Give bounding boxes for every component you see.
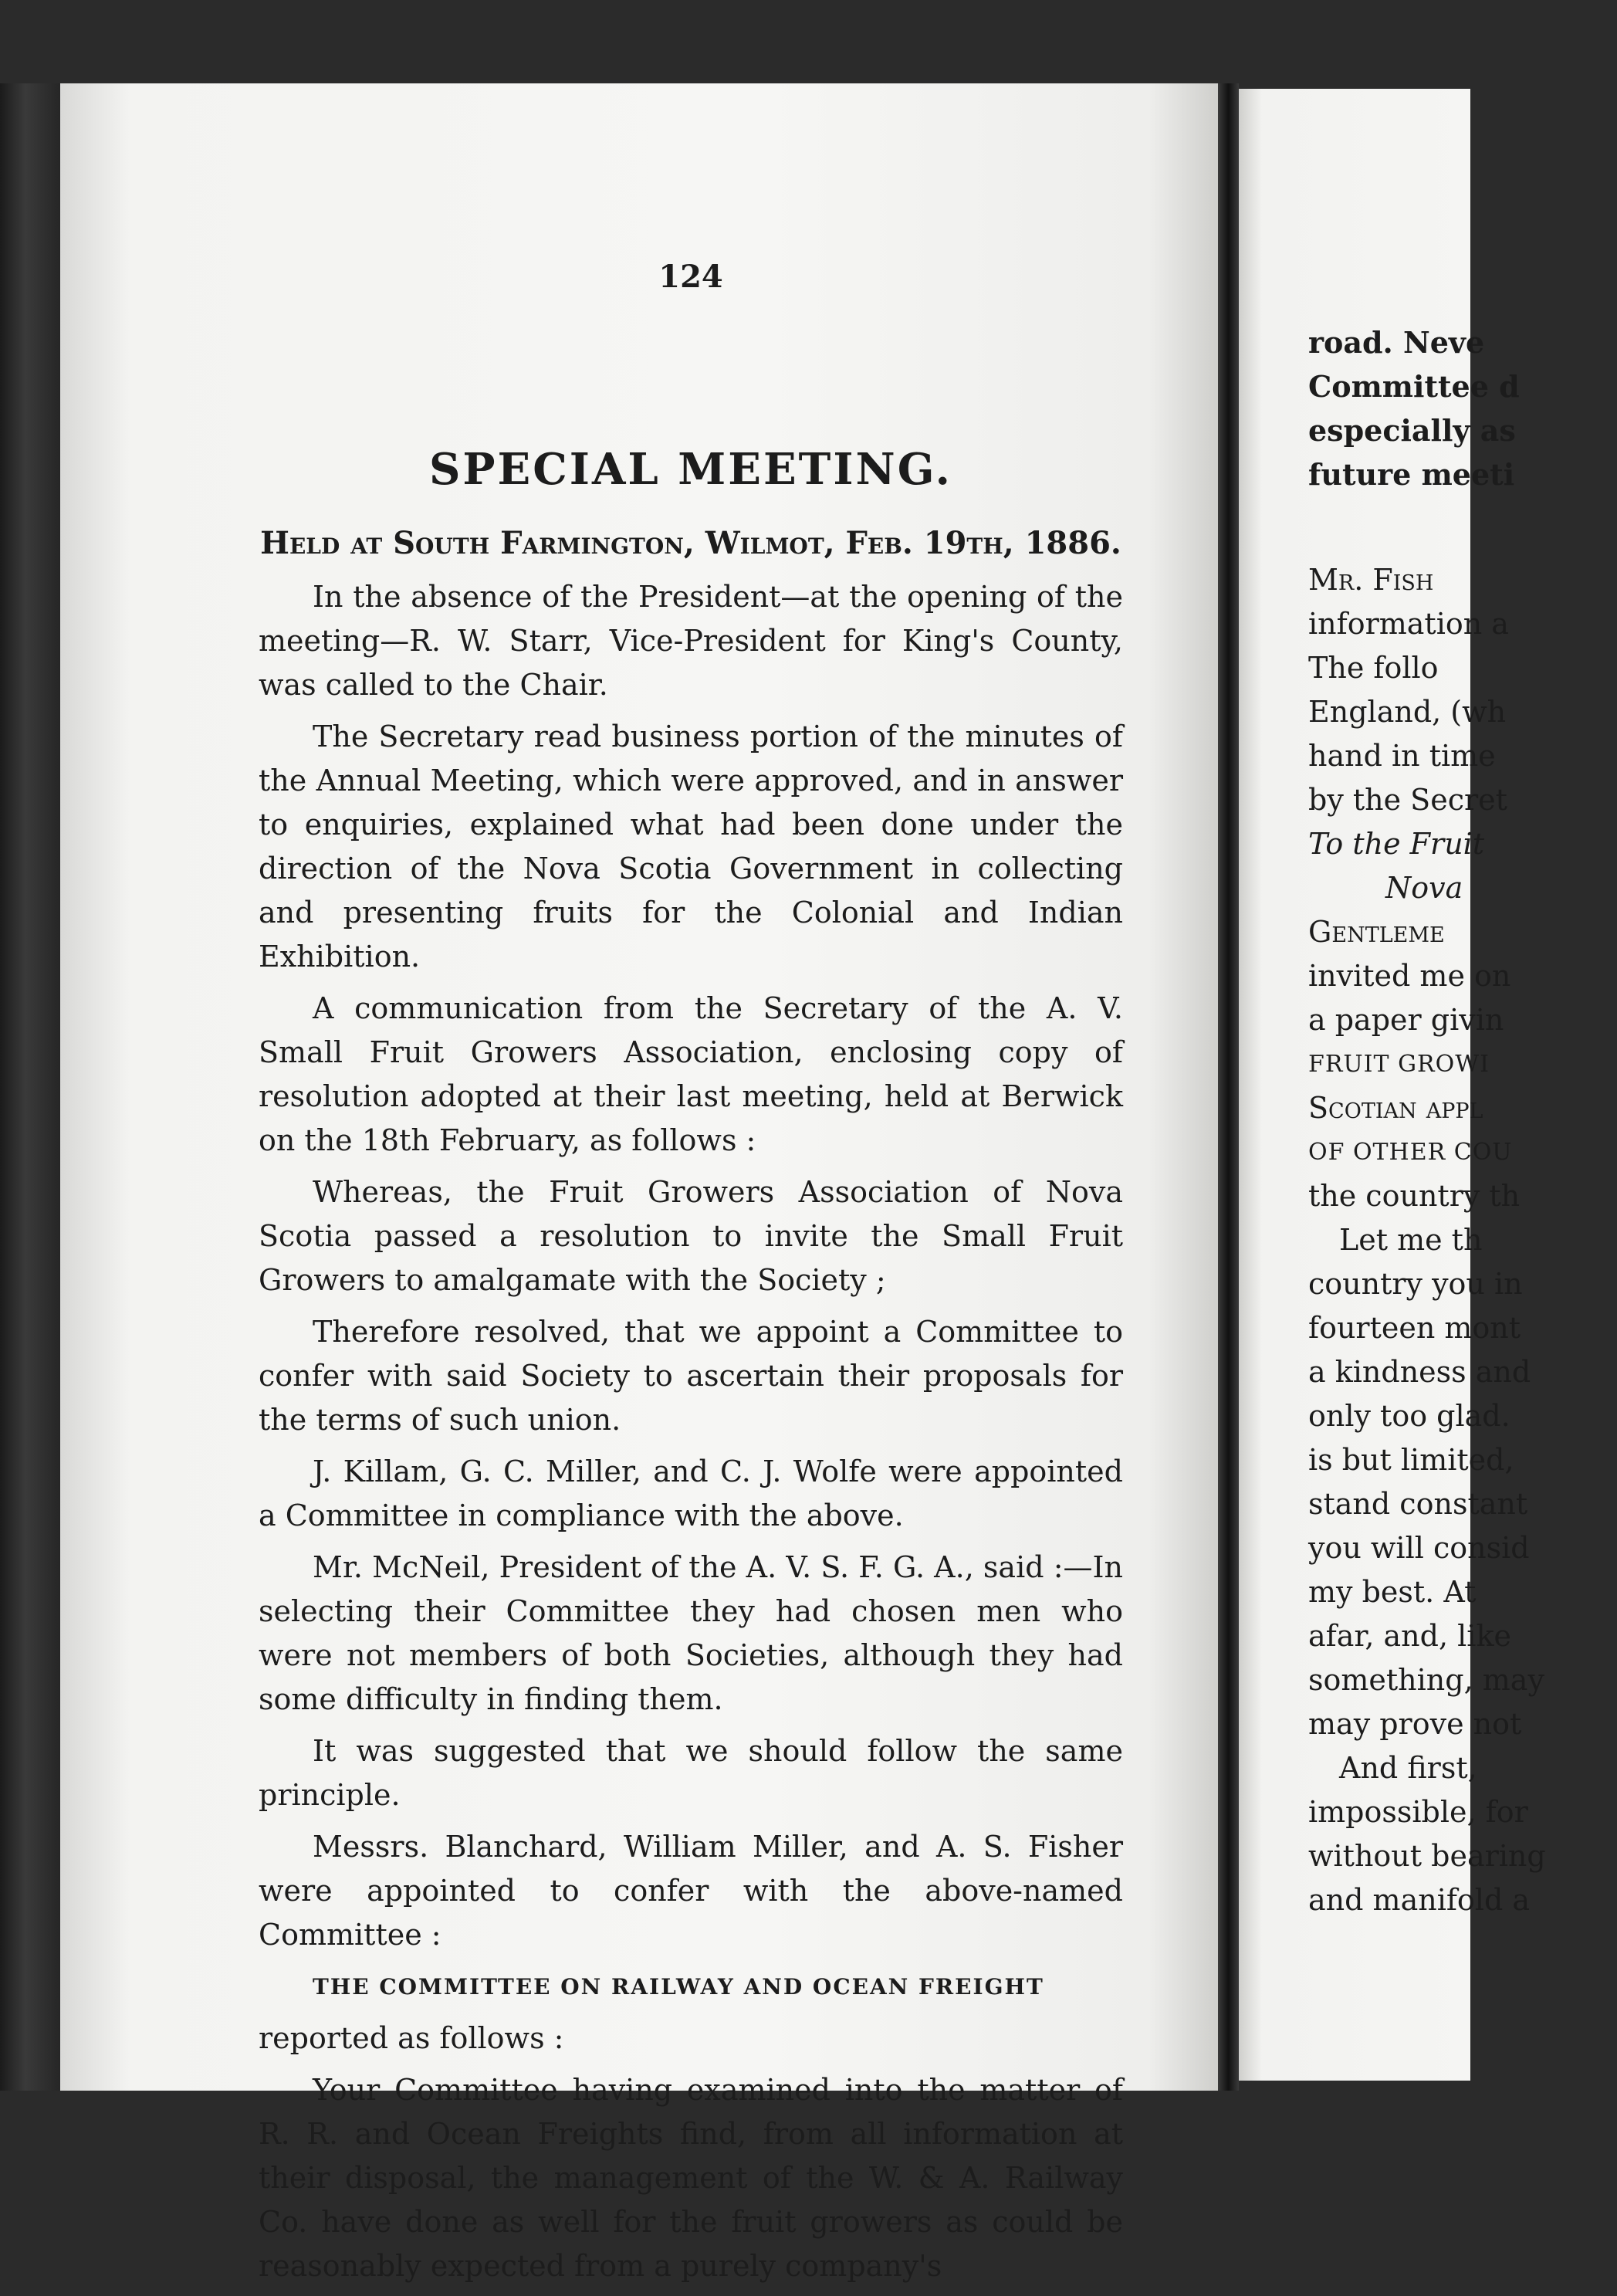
- text-line: especially as: [1308, 413, 1516, 448]
- text-line: Gentleme: [1308, 915, 1445, 949]
- text-line: Let me th: [1339, 1223, 1483, 1257]
- page-title: SPECIAL MEETING.: [428, 444, 953, 495]
- paragraph: Your Committee having examined into the matter of R. R. and Ocean Freights find, from all information at their disposal, the management of the W. & A. Railway Co. have done as well for the fruit growers as could be reasonably expected from a purely company's: [259, 2073, 1123, 2283]
- text-line: something, may: [1308, 1663, 1544, 1697]
- text-line: by the Secret: [1308, 783, 1507, 817]
- dateline: Held at South Farmington, Wilmot, Feb. 19th, 1886.: [260, 525, 1121, 561]
- text-line: Mr. Fish: [1308, 563, 1434, 597]
- text-line: you will consid: [1308, 1531, 1530, 1565]
- text-line: afar, and, like: [1308, 1619, 1511, 1653]
- paragraph: In the absence of the President—at the opening of the meeting—R. W. Starr, Vice-President for King's County, was called to the Chair.: [259, 580, 1123, 702]
- right-page-text: [1308, 320, 1617, 1922]
- text-line: Nova: [1385, 871, 1463, 905]
- paragraph: reported as follows :: [259, 2021, 564, 2055]
- text-line: only too glad.: [1308, 1399, 1510, 1433]
- text-line: The follo: [1308, 651, 1439, 685]
- text-line: a paper givin: [1308, 1003, 1504, 1037]
- text-line: invited me on: [1308, 959, 1511, 993]
- text-line: stand constant: [1308, 1487, 1528, 1521]
- body-text: [259, 575, 1123, 2296]
- text-line: is but limited,: [1308, 1443, 1514, 1477]
- text-line: country you in: [1308, 1267, 1523, 1301]
- text-line: and manifold a: [1308, 1883, 1531, 1917]
- text-line: FRUIT GROWI: [1308, 1051, 1490, 1078]
- section-subheading: THE COMMITTEE ON RAILWAY AND OCEAN FREIGHT: [313, 1974, 1044, 2000]
- paragraph: Messrs. Blanchard, William Miller, and A. S. Fisher were appointed to confer with the above-named Committee :: [259, 1830, 1123, 1952]
- text-line: my best. At: [1308, 1575, 1477, 1609]
- text-line: OF OTHER COU: [1308, 1139, 1513, 1166]
- text-line: road. Neve: [1308, 325, 1485, 360]
- book-binding: [0, 83, 63, 2091]
- text-line: information a: [1308, 607, 1509, 641]
- paragraph: J. Killam, G. C. Miller, and C. J. Wolfe were appointed a Committee in compliance with the above.: [259, 1454, 1123, 1532]
- spacer: [1308, 496, 1617, 558]
- book-gutter: [1218, 83, 1239, 2091]
- text-line: a kindness and: [1308, 1355, 1531, 1389]
- text-line: without bearing: [1308, 1839, 1546, 1873]
- text-line: fourteen mont: [1308, 1311, 1521, 1345]
- paragraph: Mr. McNeil, President of the A. V. S. F. G. A., said :—In selecting their Committee they had chosen men who were not members of both Societies, although they had some difficulty in finding them.: [259, 1550, 1123, 1716]
- paragraph: It was suggested that we should follow the same principle.: [259, 1734, 1123, 1812]
- text-line: And first,: [1339, 1751, 1477, 1785]
- text-line: future meeti: [1308, 457, 1515, 492]
- paragraph: The Secretary read business portion of the minutes of the Annual Meeting, which were approved, and in answer to enquiries, explained what had been done under the direction of the Nova Scotia Government in collecting and presenting fruits for the Colonial and Indian Exhibition.: [259, 720, 1123, 974]
- paragraph: Whereas, the Fruit Growers Association of Nova Scotia passed a resolution to invite the Small Fruit Growers to amalgamate with the Society ;: [259, 1175, 1123, 1297]
- text-line: Committee d: [1308, 369, 1520, 404]
- text-line: England, (wh: [1308, 695, 1507, 729]
- text-line: To the Fruit: [1308, 827, 1485, 861]
- paragraph: Therefore resolved, that we appoint a Committee to confer with said Society to ascertain their proposals for the terms of such union.: [259, 1315, 1123, 1437]
- paragraph: A communication from the Secretary of the A. V. Small Fruit Growers Association, enclosing copy of resolution adopted at their last meeting, held at Berwick on the 18th February, as follows :: [259, 991, 1123, 1157]
- text-line: Scotian appl: [1308, 1091, 1483, 1125]
- text-line: impossible, for: [1308, 1795, 1528, 1829]
- page-number: 124: [658, 259, 723, 295]
- text-line: may prove not: [1308, 1707, 1522, 1741]
- text-line: hand in time: [1308, 739, 1496, 773]
- text-line: the country th: [1308, 1179, 1521, 1213]
- right-page: [1239, 89, 1546, 2081]
